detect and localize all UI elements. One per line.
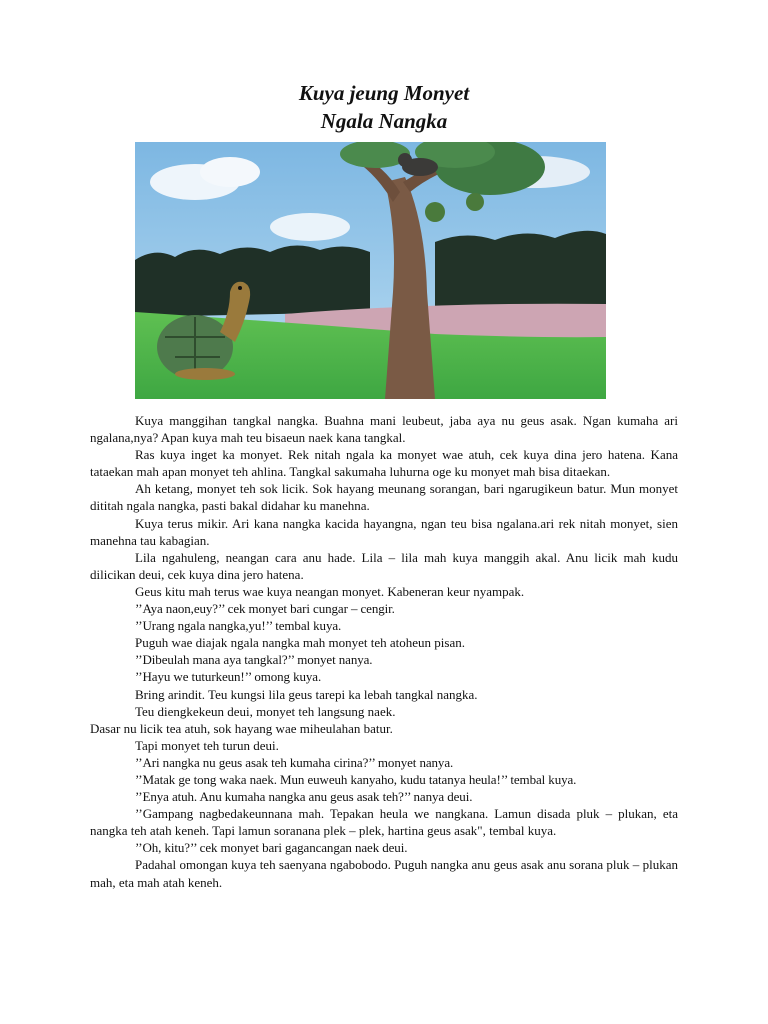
story-paragraph: ’’Dibeulah mana aya tangkal?’’ monyet nanya. [135,652,373,668]
story-paragraph: Ras kuya inget ka monyet. Rek nitah ngala ka monyet wae atuh, cek kuya dina jero hatena. Kana tataekan mah apan monyet teh ahlina. Tangkal sakumaha luhurna oge ku monyet mah bisa ditaekan. [90,447,678,480]
story-paragraph: Kuya terus mikir. Ari kana nangka kacida hayangna, ngan teu bisa ngalana.ari rek nitah monyet, sien manehna tau kabagian. [90,515,678,548]
story-body [90,412,678,891]
story-paragraph: Geus kitu mah terus wae kuya neangan monyet. Kabeneran keur nyampak. [135,583,525,599]
story-title: Kuya jeung Monyet [298,81,470,105]
story-paragraph: Puguh wae diajak ngala nangka mah monyet teh atoheun pisan. [135,635,465,651]
story-paragraph: Kuya manggihan tangkal nangka. Buahna mani leubeut, jaba aya nu geus asak. Ngan kumaha ari ngalana,nya? Apan kuya mah teu bisaeun naek kana tangkal. [90,413,678,446]
story-paragraph: Bring arindit. Teu kungsi lila geus tarepi ka lebah tangkal nangka. [135,686,478,702]
story-paragraph: ’’Gampang nagbedakeunnana mah. Tepakan heula we nangkana. Lamun disada pluk – plukan, eta nangka teh atah keneh. Tapi lamun soranana plek – plek, hartina geus asak", tembal kuya. [90,806,678,839]
story-paragraph: Padahal omongan kuya teh saenyana ngabobodo. Puguh nangka anu geus asak anu sorana pluk – plukan mah, eta mah atah keneh. [90,857,678,890]
story-paragraph: Ah ketang, monyet teh sok licik. Sok hayang meunang sorangan, bari ngarugikeun batur. Mun monyet dititah ngala nangka, pasti bakal didahar ku manehna. [90,481,678,514]
story-paragraph: ’’Aya naon,euy?’’ cek monyet bari cungar – cengir. [135,601,395,617]
story-paragraph: ’’Ari nangka nu geus asak teh kumaha cirina?’’ monyet nanya. [135,754,454,770]
story-subtitle: Ngala Nangka [320,109,448,133]
story-paragraph: Teu diengkekeun deui, monyet teh langsung naek. [135,703,396,719]
story-paragraph: ’’Enya atuh. Anu kumaha nangka anu geus asak teh?’’ nanya deui. [135,789,473,805]
story-paragraph: Tapi monyet teh turun deui. [135,737,279,753]
story-paragraph: ’’Matak ge tong waka naek. Mun euweuh kanyaho, kudu tatanya heula!’’ tembal kuya. [135,771,577,787]
story-paragraph: ’’Hayu we tuturkeun!’’ omong kuya. [135,669,322,685]
story-illustration [135,142,606,399]
story-paragraph: ’’Urang ngala nangka,yu!’’ tembal kuya. [135,618,342,634]
story-paragraph: Dasar nu licik tea atuh, sok hayang wae miheulahan batur. [90,720,393,736]
story-paragraph: Lila ngahuleng, neangan cara anu hade. Lila – lila mah kuya manggih akal. Anu licik mah kudu dilicikan deui, cek kuya dina jero hatena. [90,549,678,582]
story-paragraph: ’’Oh, kitu?’’ cek monyet bari gagancangan naek deui. [135,840,408,856]
